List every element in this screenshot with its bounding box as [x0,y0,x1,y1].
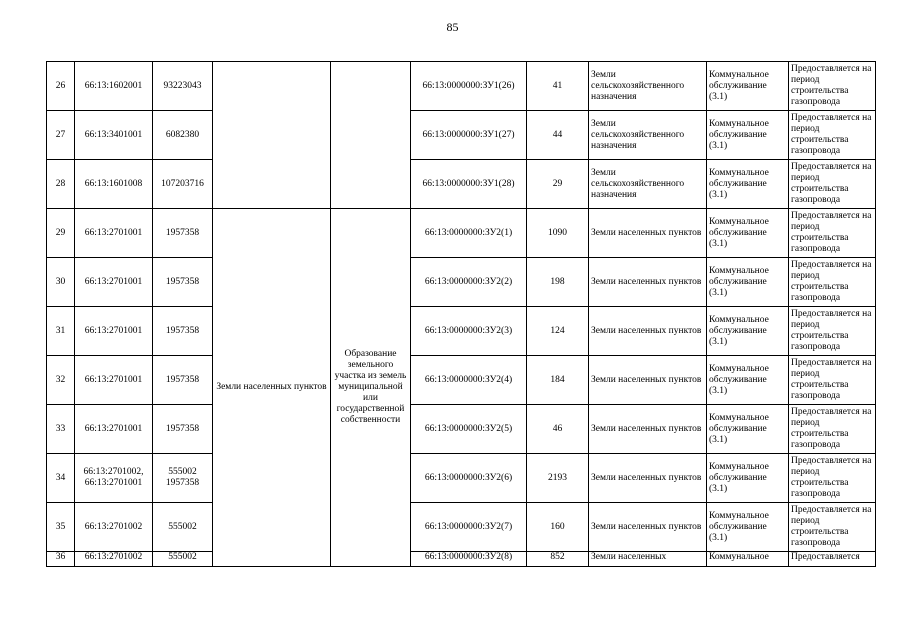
table-row [47,258,876,307]
formed-plot-id-cell: 66:13:0000000:ЗУ1(26) [411,62,527,111]
permitted-use-cell: Коммунальное [707,552,789,567]
table-row [47,111,876,160]
land-category-merged-cell [213,62,331,209]
land-category-cell: Земли населенных пунктов [589,307,707,356]
parcel-code-cell: 1957358 [153,307,213,356]
parcel-code-cell: 107203716 [153,160,213,209]
area-cell: 44 [527,111,589,160]
land-category-cell: Земли населенных пунктов [589,454,707,503]
row-number-cell: 36 [47,552,75,567]
permitted-use-cell: Коммунальное обслуживание (3.1) [707,307,789,356]
formed-plot-id-cell: 66:13:0000000:ЗУ2(8) [411,552,527,567]
row-number-cell: 33 [47,405,75,454]
land-category-cell: Земли сельскохозяйственного назначения [589,160,707,209]
area-cell: 46 [527,405,589,454]
table-row [47,307,876,356]
cadastral-block-cell: 66:13:1601008 [75,160,153,209]
table-row [47,552,876,567]
row-number-cell: 32 [47,356,75,405]
land-category-cell: Земли населенных пунктов [589,356,707,405]
cadastral-block-cell: 66:13:1602001 [75,62,153,111]
table-row [47,356,876,405]
area-cell: 124 [527,307,589,356]
row-number-cell: 27 [47,111,75,160]
page-number: 85 [446,20,459,34]
area-cell: 184 [527,356,589,405]
table-row [47,62,876,111]
land-category-cell: Земли населенных [589,552,707,567]
permitted-use-cell: Коммунальное обслуживание (3.1) [707,356,789,405]
formed-plot-id-cell: 66:13:0000000:ЗУ2(7) [411,503,527,552]
cadastral-block-cell: 66:13:2701002 [75,503,153,552]
note-cell: Предоставляется [789,552,876,567]
parcel-code-cell: 1957358 [153,209,213,258]
row-number-cell: 29 [47,209,75,258]
permitted-use-cell: Коммунальное обслуживание (3.1) [707,62,789,111]
parcel-code-cell: 555002 1957358 [153,454,213,503]
cadastral-block-cell: 66:13:3401001 [75,111,153,160]
cadastral-block-cell: 66:13:2701001 [75,258,153,307]
permitted-use-cell: Коммунальное обслуживание (3.1) [707,160,789,209]
land-category-cell: Земли населенных пунктов [589,258,707,307]
parcel-code-cell: 1957358 [153,258,213,307]
cadastral-block-cell: 66:13:2701001 [75,405,153,454]
area-cell: 160 [527,503,589,552]
formation-method-merged-cell [331,62,411,209]
area-cell: 852 [527,552,589,567]
formed-plot-id-cell: 66:13:0000000:ЗУ2(1) [411,209,527,258]
note-cell: Предоставляется на период строительства газопровода [789,111,876,160]
table-row [47,209,876,258]
formation-method-merged-cell: Образование земельного участка из земель муниципальной или государственной собственности [331,209,411,567]
permitted-use-cell: Коммунальное обслуживание (3.1) [707,111,789,160]
parcel-code-cell: 1957358 [153,356,213,405]
area-cell: 29 [527,160,589,209]
land-category-cell: Земли сельскохозяйственного назначения [589,111,707,160]
formed-plot-id-cell: 66:13:0000000:ЗУ1(27) [411,111,527,160]
row-number-cell: 26 [47,62,75,111]
table-row [47,405,876,454]
row-number-cell: 35 [47,503,75,552]
parcel-code-cell: 93223043 [153,62,213,111]
land-category-cell: Земли населенных пунктов [589,405,707,454]
land-category-merged-cell: Земли населенных пунктов [213,209,331,567]
formed-plot-id-cell: 66:13:0000000:ЗУ2(4) [411,356,527,405]
row-number-cell: 34 [47,454,75,503]
formed-plot-id-cell: 66:13:0000000:ЗУ2(2) [411,258,527,307]
parcel-code-cell: 555002 [153,552,213,567]
parcel-code-cell: 555002 [153,503,213,552]
note-cell: Предоставляется на период строительства газопровода [789,356,876,405]
area-cell: 198 [527,258,589,307]
formed-plot-id-cell: 66:13:0000000:ЗУ2(5) [411,405,527,454]
cadastral-block-cell: 66:13:2701001 [75,209,153,258]
area-cell: 41 [527,62,589,111]
row-number-cell: 30 [47,258,75,307]
land-category-cell: Земли сельскохозяйственного назначения [589,62,707,111]
land-category-cell: Земли населенных пунктов [589,503,707,552]
permitted-use-cell: Коммунальное обслуживание (3.1) [707,258,789,307]
area-cell: 2193 [527,454,589,503]
cadastral-block-cell: 66:13:2701001 [75,307,153,356]
land-plots-table [46,61,876,567]
note-cell: Предоставляется на период строительства газопровода [789,405,876,454]
parcel-code-cell: 1957358 [153,405,213,454]
note-cell: Предоставляется на период строительства газопровода [789,503,876,552]
permitted-use-cell: Коммунальное обслуживание (3.1) [707,503,789,552]
note-cell: Предоставляется на период строительства газопровода [789,160,876,209]
row-number-cell: 31 [47,307,75,356]
permitted-use-cell: Коммунальное обслуживание (3.1) [707,209,789,258]
note-cell: Предоставляется на период строительства газопровода [789,258,876,307]
note-cell: Предоставляется на период строительства газопровода [789,62,876,111]
table-row [47,503,876,552]
cadastral-block-cell: 66:13:2701002, 66:13:2701001 [75,454,153,503]
cadastral-block-cell: 66:13:2701002 [75,552,153,567]
table-row [47,454,876,503]
table-row [47,160,876,209]
formed-plot-id-cell: 66:13:0000000:ЗУ2(3) [411,307,527,356]
formed-plot-id-cell: 66:13:0000000:ЗУ1(28) [411,160,527,209]
note-cell: Предоставляется на период строительства газопровода [789,454,876,503]
permitted-use-cell: Коммунальное обслуживание (3.1) [707,405,789,454]
permitted-use-cell: Коммунальное обслуживание (3.1) [707,454,789,503]
land-category-cell: Земли населенных пунктов [589,209,707,258]
note-cell: Предоставляется на период строительства газопровода [789,209,876,258]
row-number-cell: 28 [47,160,75,209]
parcel-code-cell: 6082380 [153,111,213,160]
cadastral-block-cell: 66:13:2701001 [75,356,153,405]
area-cell: 1090 [527,209,589,258]
note-cell: Предоставляется на период строительства газопровода [789,307,876,356]
formed-plot-id-cell: 66:13:0000000:ЗУ2(6) [411,454,527,503]
